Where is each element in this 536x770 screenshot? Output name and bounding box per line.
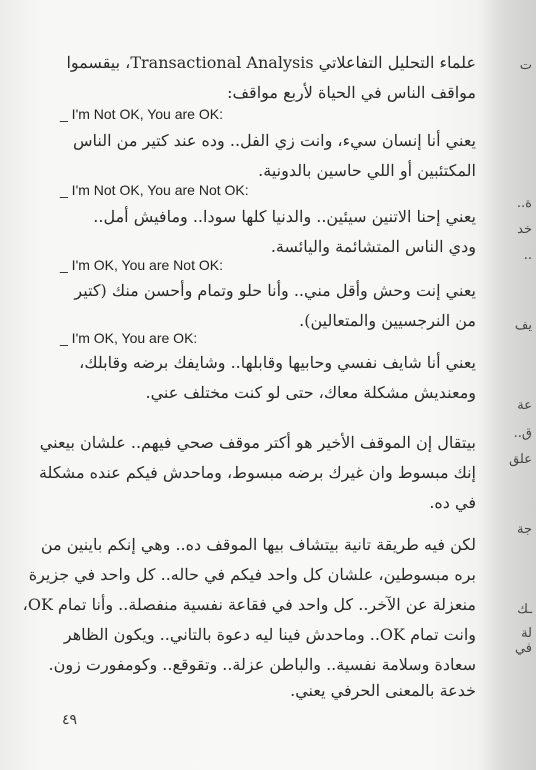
edge-fragment: عة (517, 398, 532, 413)
edge-fragment: علق (509, 452, 532, 467)
text-line: ومعنديش مشكلة معاك، حتى لو كنت مختلف عني. (145, 383, 476, 402)
closing-line (40, 676, 476, 706)
edge-fragment: .. (523, 248, 532, 263)
body-paragraph (40, 428, 476, 518)
text-line: يعني أنا شايف نفسي وحابيها وقابلها.. وشايفك برضه وقابلك، (79, 353, 476, 372)
text-line: يعني إحنا الاتنين سيئين.. والدنيا كلها سودا.. ومافيش أمل.. (93, 207, 476, 226)
text-line: خدعة بالمعنى الحرفي يعني. (290, 681, 476, 700)
text-line: سعادة وسلامة نفسية.. والباطن عزلة.. وتقوقع.. وكومفورت زون. (48, 655, 476, 674)
text-line: في ده. (429, 493, 476, 512)
edge-fragment: يف (514, 318, 532, 333)
edge-fragment: جة (516, 522, 532, 537)
position-description (40, 348, 476, 408)
position-description (40, 126, 476, 186)
text-line: إنك مبسوط وان غيرك برضه مبسوط، وماحدش فيكم عنده مشكلة (38, 463, 476, 482)
text-line: مواقف الناس في الحياة لأربع مواقف: (227, 83, 476, 102)
edge-fragment: ـك (517, 602, 532, 617)
edge-fragment: خد (517, 222, 532, 237)
text-line: بره مبسوطين، علشان كل واحد فيكم في حاله.. كل واحد في جزيرة (28, 565, 476, 584)
text-line: بيتقال إن الموقف الأخير هو أكتر موقف صحي فيهم.. علشان بيعني (39, 433, 476, 452)
edge-fragment: لة في (514, 626, 532, 656)
text-line: يعني إنت وحش وأقل مني.. وأنا حلو وتمام وأحسن منك (كتير (74, 281, 476, 300)
text-line: وانت تمام OK.. وماحدش فينا ليه دعوة بالتاني.. ويكون الظاهر (63, 625, 476, 644)
body-paragraph (22, 530, 476, 680)
position-heading: _ I'm Not OK, You are OK: (60, 106, 223, 122)
position-heading: _ I'm OK, You are Not OK: (60, 257, 223, 273)
edge-fragment: ة.. (516, 196, 532, 211)
edge-fragment: ت (519, 58, 532, 73)
text-line: يعني أنا إنسان سيء، وانت زي الفل.. وده عند كتير من الناس (73, 131, 476, 150)
page-number: ٤٩ (62, 712, 78, 728)
intro-paragraph (40, 48, 476, 108)
text-line: علماء التحليل التفاعلاتي Transactional Analysis، بيقسموا (66, 53, 476, 72)
edge-fragment: ق.. (513, 426, 532, 441)
text-line: ودي الناس المتشائمة واليائسة. (270, 237, 476, 256)
text-line: منعزلة عن الآخر.. كل واحد في فقاعة نفسية منفصلة.. وأنا تمام OK، (22, 595, 476, 614)
text-line: من النرجسيين والمتعالين). (299, 311, 476, 330)
position-heading: _ I'm Not OK, You are Not OK: (60, 182, 249, 198)
position-description (40, 276, 476, 336)
text-line: المكتئبين أو اللي حاسين بالدونية. (258, 161, 476, 180)
position-description (40, 202, 476, 262)
position-heading: _ I'm OK, You are OK: (60, 330, 198, 346)
text-line: لكن فيه طريقة تانية بيتشاف بيها الموقف ده.. وهي إنكم باينين من (40, 535, 476, 554)
